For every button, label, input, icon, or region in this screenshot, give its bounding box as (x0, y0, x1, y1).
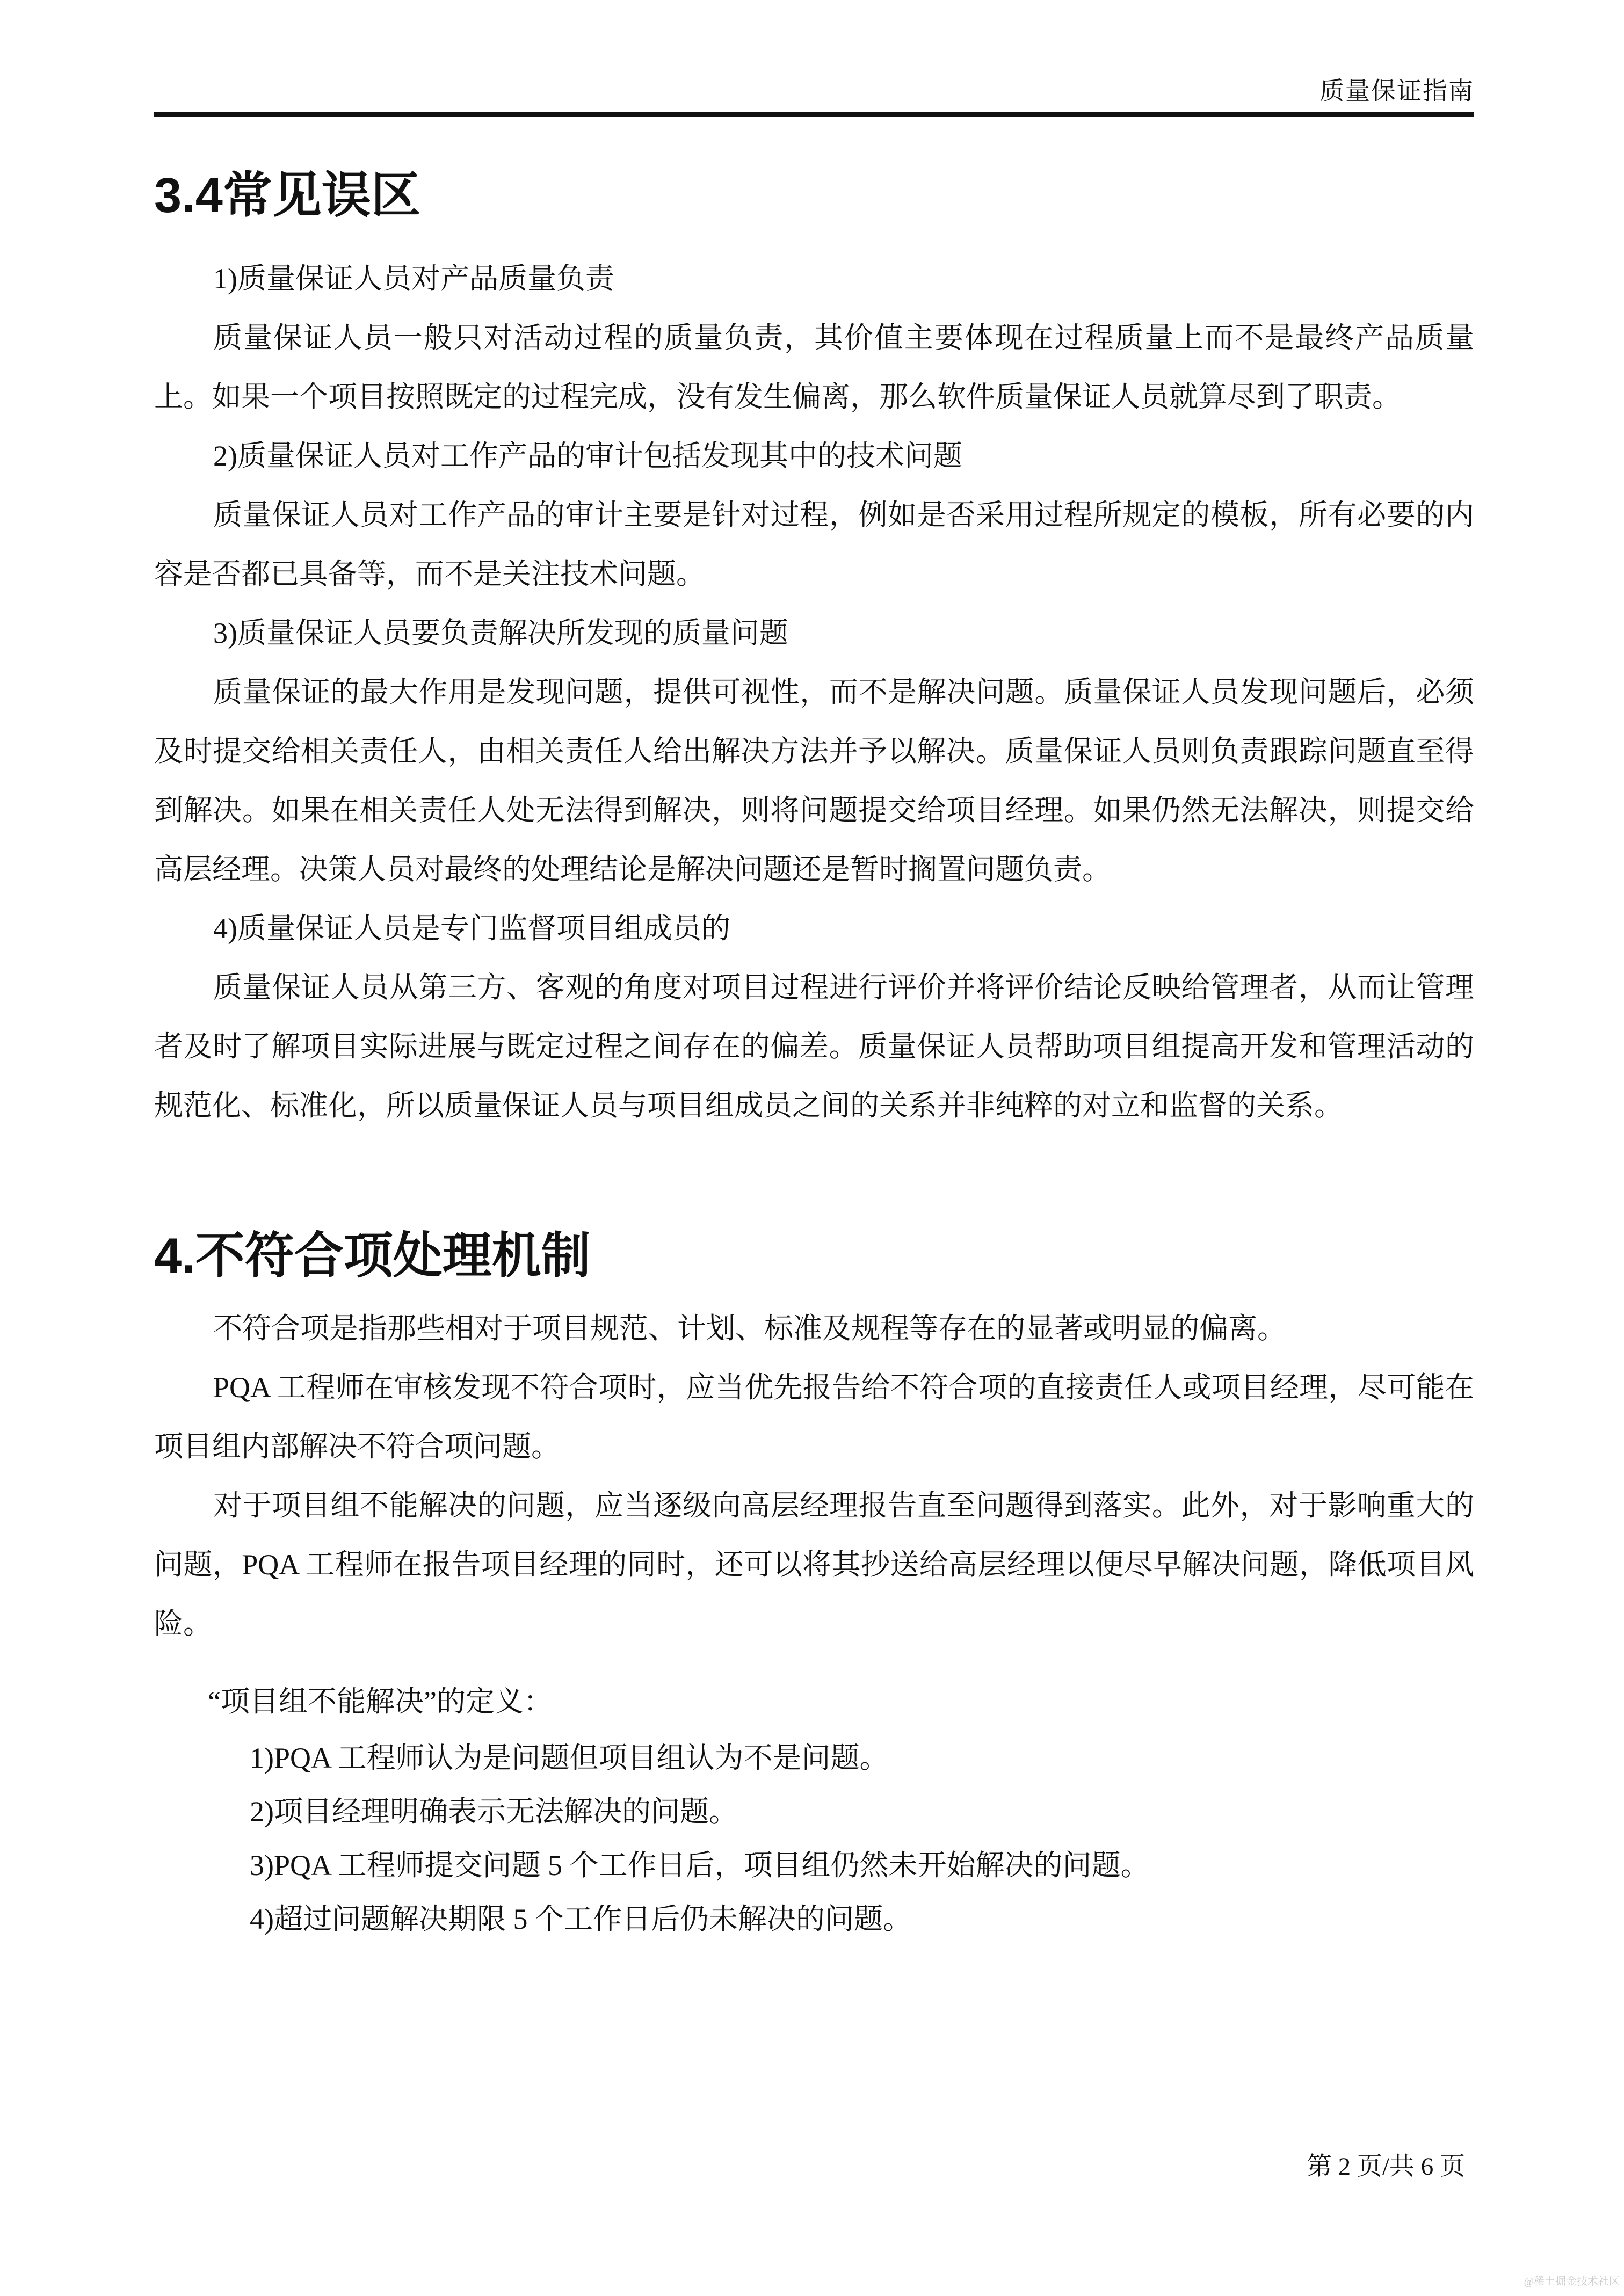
paragraph: 不符合项是指那些相对于项目规范、计划、标准及规程等存在的显著或明显的偏离。 (213, 1312, 1286, 1345)
header-divider (154, 112, 1474, 117)
paragraph: 质量保证人员对工作产品的审计主要是针对过程，例如是否采用过程所规定的模板，所有必要的内容是否都已具备等，而不是关注技术问题。 (154, 499, 1474, 590)
section-heading: 4.不符合项处理机制 (154, 1229, 591, 1283)
paragraph: 质量保证人员从第三方、客观的角度对项目过程进行评价并将评价结论反映给管理者，从而让管理者及时了解项目实际进展与既定过程之间存在的偏差。质量保证人员帮助项目组提高开发和管理活动的规范化、标准化，所以质量保证人员与项目组成员之间的关系并非纯粹的对立和监督的关系。 (154, 971, 1474, 1122)
document-section-4 (154, 1226, 1474, 1946)
list-item: 1)质量保证人员对产品质量负责 (213, 263, 614, 295)
list-item: 2)质量保证人员对工作产品的审计包括发现其中的技术问题 (213, 440, 962, 472)
document-section-3-4 (154, 166, 1474, 1135)
definition-item: 1)PQA 工程师认为是问题但项目组认为不是问题。 (250, 1742, 889, 1774)
definition-item: 4)超过问题解决期限 5 个工作日后仍未解决的问题。 (250, 1903, 912, 1935)
document-body (154, 117, 1474, 1946)
document-title: 质量保证指南 (1320, 77, 1474, 105)
definition-title: “项目组不能解决”的定义： (208, 1685, 553, 1718)
list-item: 4)质量保证人员是专门监督项目组成员的 (213, 912, 730, 944)
page-header (154, 0, 1474, 117)
paragraph: PQA 工程师在审核发现不符合项时，应当优先报告给不符合项的直接责任人或项目经理，尽可能在项目组内部解决不符合项问题。 (154, 1371, 1474, 1463)
page-number-label: 第 2 页/共 6 页 (1306, 2153, 1465, 2181)
paragraph: 质量保证的最大作用是发现问题，提供可视性，而不是解决问题。质量保证人员发现问题后，必须及时提交给相关责任人，由相关责任人给出解决方法并予以解决。质量保证人员则负责跟踪问题直至得到解决。如果在相关责任人处无法得到解决，则将问题提交给项目经理。如果仍然无法解决，则提交给高层经理。决策人员对最终的处理结论是解决问题还是暂时搁置问题负责。 (154, 676, 1474, 885)
paragraph: 对于项目组不能解决的问题，应当逐级向高层经理报告直至问题得到落实。此外，对于影响重大的问题，PQA 工程师在报告项目经理的同时，还可以将其抄送给高层经理以便尽早解决问题，降低项目风险。 (154, 1490, 1474, 1640)
definition-item: 2)项目经理明确表示无法解决的问题。 (250, 1796, 738, 1828)
paragraph: 质量保证人员一般只对活动过程的质量负责，其价值主要体现在过程质量上而不是最终产品质量上。如果一个项目按照既定的过程完成，没有发生偏离，那么软件质量保证人员就算尽到了职责。 (154, 322, 1474, 413)
definition-item: 3)PQA 工程师提交问题 5 个工作日后，项目组仍然未开始解决的问题。 (250, 1849, 1150, 1881)
list-item: 3)质量保证人员要负责解决所发现的质量问题 (213, 617, 788, 649)
watermark-text: @稀土掘金技术社区 (1524, 2276, 1620, 2287)
section-heading: 3.4常见误区 (154, 168, 421, 223)
